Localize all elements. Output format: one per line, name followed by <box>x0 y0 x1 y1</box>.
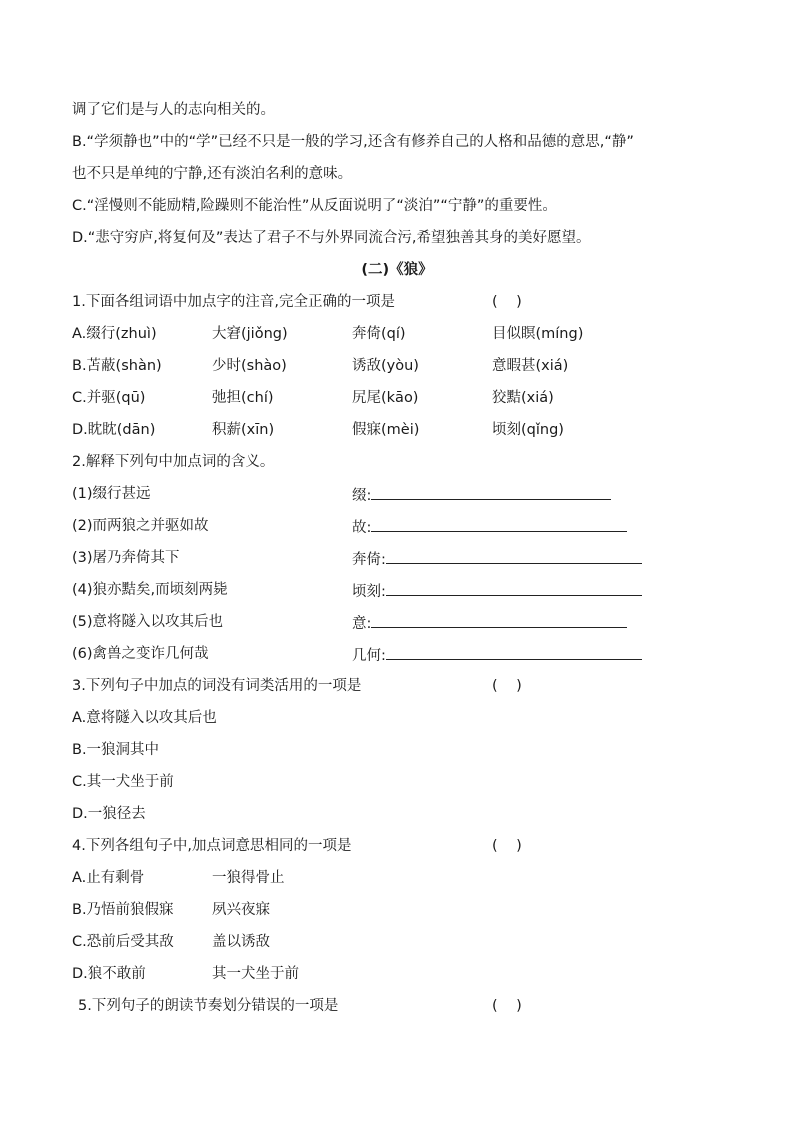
q2-answer-2 <box>352 516 627 538</box>
q1-c-2: 弛担(chí) <box>212 390 274 406</box>
passage-line-1: 调了它们是与人的志向相关的。 <box>72 102 275 118</box>
option-d: D.“悲守穷庐,将复何及”表达了君子不与外界同流合污,希望独善其身的美好愿望。 <box>72 230 591 246</box>
q2-word-4: 顷刻: <box>352 584 386 600</box>
q4-stem: 4.下列各组句子中,加点词意思相同的一项是 <box>72 838 352 854</box>
q5-stem: 5.下列句子的朗读节奏划分错误的一项是 <box>78 998 339 1014</box>
q3-option-d: D.一狼径去 <box>72 806 146 822</box>
q4-d-1: D.狼不敢前 <box>72 966 146 982</box>
q3-stem: 3.下列句子中加点的词没有词类活用的一项是 <box>72 678 362 694</box>
option-c: C.“淫慢则不能励精,险躁则不能治性”从反面说明了“淡泊”“宁静”的重要性。 <box>72 198 557 214</box>
q2-blank-4[interactable] <box>386 580 642 596</box>
q3-option-a: A.意将隧入以攻其后也 <box>72 710 217 726</box>
q2-sentence-5: (5)意将隧入以攻其后也 <box>72 614 224 630</box>
q4-d-2: 其一犬坐于前 <box>212 966 299 982</box>
q2-sentence-1: (1)缀行甚远 <box>72 486 151 502</box>
q2-blank-5[interactable] <box>371 612 627 628</box>
q3-option-b: B.一狼洞其中 <box>72 742 160 758</box>
q1-a-4: 目似瞑(míng) <box>492 326 584 342</box>
q2-sentence-6: (6)禽兽之变诈几何哉 <box>72 646 209 662</box>
q2-answer-5 <box>352 612 627 634</box>
q2-word-1: 缀: <box>352 488 372 504</box>
q4-c-2: 盖以诱敌 <box>212 934 270 950</box>
q2-answer-1 <box>352 484 611 506</box>
q3-answer-paren[interactable]: ( ) <box>492 678 522 694</box>
q4-a-2: 一狼得骨止 <box>212 870 285 886</box>
q1-c-4: 狡黠(xiá) <box>492 390 554 406</box>
q1-stem: 1.下面各组词语中加点字的注音,完全正确的一项是 <box>72 294 395 310</box>
q1-a-1: A.缀行(zhuì) <box>72 326 157 342</box>
q4-a-1: A.止有剩骨 <box>72 870 145 886</box>
q2-sentence-3: (3)屠乃奔倚其下 <box>72 550 180 566</box>
q2-sentence-2: (2)而两狼之并驱如故 <box>72 518 209 534</box>
q2-blank-3[interactable] <box>386 548 642 564</box>
q2-blank-6[interactable] <box>386 644 642 660</box>
q2-answer-6 <box>352 644 642 666</box>
q2-answer-4 <box>352 580 642 602</box>
q5-answer-paren[interactable]: ( ) <box>492 998 522 1014</box>
q1-b-2: 少时(shào) <box>212 358 287 374</box>
q1-d-2: 积薪(xīn) <box>212 422 275 438</box>
q1-c-3: 尻尾(kāo) <box>352 390 419 406</box>
q1-a-2: 大窘(jiǒng) <box>212 326 288 342</box>
q1-b-4: 意暇甚(xiá) <box>492 358 569 374</box>
q1-d-4: 顷刻(qǐng) <box>492 422 564 438</box>
q4-answer-paren[interactable]: ( ) <box>492 838 522 854</box>
q4-b-1: B.乃悟前狼假寐 <box>72 902 174 918</box>
q4-b-2: 夙兴夜寐 <box>212 902 270 918</box>
q2-word-3: 奔倚: <box>352 552 386 568</box>
q2-word-6: 几何: <box>352 648 386 664</box>
q3-option-c: C.其一犬坐于前 <box>72 774 174 790</box>
q1-d-1: D.眈眈(dān) <box>72 422 156 438</box>
q2-word-5: 意: <box>352 616 372 632</box>
q1-b-1: B.苫蔽(shàn) <box>72 358 162 374</box>
q1-c-1: C.并驱(qū) <box>72 390 146 406</box>
q2-sentence-4: (4)狼亦黠矣,而顷刻两毙 <box>72 582 228 598</box>
q1-d-3: 假寐(mèi) <box>352 422 420 438</box>
option-b-line-2: 也不只是单纯的宁静,还有淡泊名利的意味。 <box>72 166 353 182</box>
q2-word-2: 故: <box>352 520 372 536</box>
q2-blank-2[interactable] <box>371 516 627 532</box>
q4-c-1: C.恐前后受其敌 <box>72 934 174 950</box>
q2-stem: 2.解释下列句中加点词的含义。 <box>72 454 275 470</box>
section-title: (二)《狼》 <box>361 262 433 278</box>
q2-answer-3 <box>352 548 642 570</box>
q1-a-3: 奔倚(qí) <box>352 326 406 342</box>
q1-b-3: 诱敌(yòu) <box>352 358 419 374</box>
option-b-line-1: B.“学须静也”中的“学”已经不只是一般的学习,还含有修养自己的人格和品德的意思,“静” <box>72 134 634 150</box>
q2-blank-1[interactable] <box>371 484 611 500</box>
q1-answer-paren[interactable]: ( ) <box>492 294 522 310</box>
